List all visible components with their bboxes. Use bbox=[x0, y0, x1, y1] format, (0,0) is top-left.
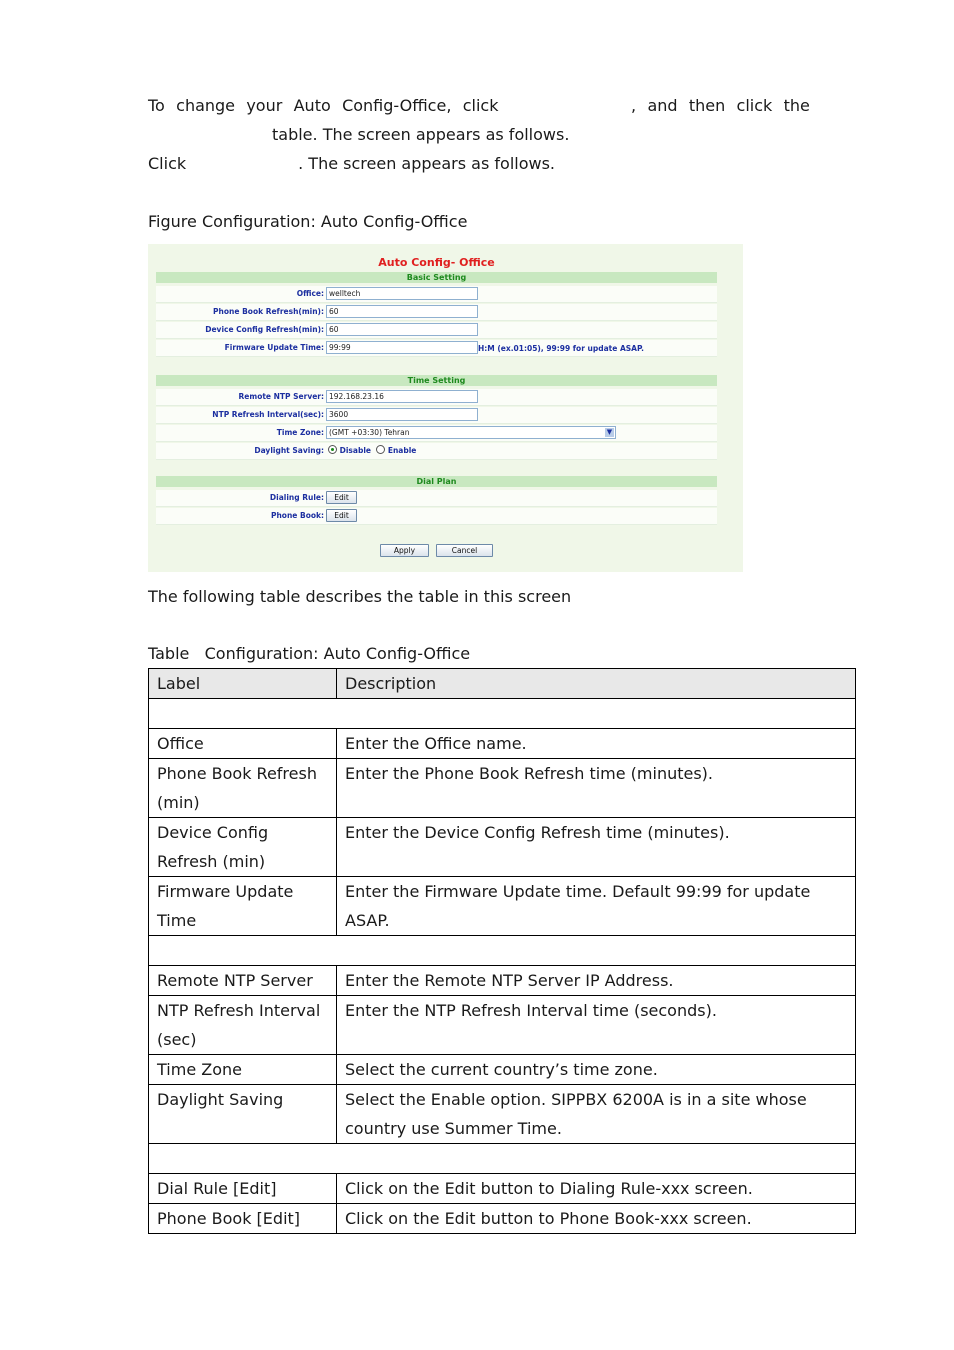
row-label: Office bbox=[149, 729, 337, 759]
word: Auto bbox=[293, 96, 331, 115]
row-label: Firmware Update Time bbox=[149, 877, 337, 936]
word: . The screen appears as follows. bbox=[298, 154, 556, 173]
dialing-rule-row bbox=[156, 490, 717, 507]
row-label: Remote NTP Server bbox=[149, 966, 337, 996]
figure-caption: Figure Configuration: Auto Config-Office bbox=[148, 212, 468, 231]
table-row bbox=[149, 729, 856, 759]
phone-book-label: Phone Book: bbox=[270, 511, 324, 520]
row-description: Enter the Device Config Refresh time (minutes). bbox=[337, 818, 856, 877]
header-description: Description bbox=[337, 669, 856, 699]
word: and bbox=[647, 96, 678, 115]
row-description: Click on the Edit button to Phone Book-xxx screen. bbox=[337, 1204, 856, 1234]
word: Click bbox=[148, 154, 187, 173]
ntp-refresh-interval-input[interactable]: 3600 bbox=[326, 408, 478, 421]
row-label: Phone Book [Edit] bbox=[149, 1204, 337, 1234]
intro-line-3 bbox=[148, 149, 810, 178]
intro-line-1 bbox=[148, 91, 810, 120]
dialing-rule-edit-button[interactable]: Edit bbox=[326, 491, 357, 504]
intro-line-2: table. The screen appears as follows. bbox=[272, 125, 570, 144]
ntp-refresh-interval-label: NTP Refresh Interval(sec): bbox=[212, 410, 324, 419]
table-row bbox=[149, 877, 856, 936]
remote-ntp-server-row bbox=[156, 389, 717, 406]
disable-radio[interactable] bbox=[328, 445, 337, 454]
section-spacer-row bbox=[149, 936, 856, 966]
word: the bbox=[783, 96, 810, 115]
firmware-update-input[interactable]: 99:99 bbox=[326, 341, 478, 354]
ntp-refresh-interval-row bbox=[156, 407, 717, 424]
row-description: Click on the Edit button to Dialing Rule-xxx screen. bbox=[337, 1174, 856, 1204]
table-caption: Table Configuration: Auto Config-Office bbox=[148, 644, 471, 663]
row-description: Enter the Firmware Update time. Default 99:99 for update ASAP. bbox=[337, 877, 856, 936]
basic-setting-header: Basic Setting bbox=[156, 272, 717, 283]
time-zone-label: Time Zone: bbox=[276, 428, 324, 437]
firmware-update-row bbox=[156, 340, 717, 357]
table-row bbox=[149, 1055, 856, 1085]
row-label: Time Zone bbox=[149, 1055, 337, 1085]
table-intro-text: The following table describes the table in this screen bbox=[148, 587, 572, 606]
time-setting-header: Time Setting bbox=[156, 375, 717, 386]
word: click bbox=[462, 96, 499, 115]
phone-book-refresh-input[interactable]: 60 bbox=[326, 305, 478, 318]
table-row bbox=[149, 818, 856, 877]
dial-plan-header: Dial Plan bbox=[156, 476, 717, 487]
phone-book-edit-button[interactable]: Edit bbox=[326, 509, 357, 522]
time-zone-select[interactable] bbox=[326, 426, 616, 439]
chevron-down-icon[interactable]: ▼ bbox=[606, 428, 613, 436]
daylight-saving-label: Daylight Saving: bbox=[254, 446, 324, 455]
device-config-refresh-row bbox=[156, 322, 717, 339]
time-zone-value: (GMT +03:30) Tehran bbox=[329, 428, 410, 437]
row-description: Enter the Remote NTP Server IP Address. bbox=[337, 966, 856, 996]
table-row bbox=[149, 996, 856, 1055]
remote-ntp-server-label: Remote NTP Server: bbox=[238, 392, 324, 401]
row-label: Daylight Saving bbox=[149, 1085, 337, 1144]
blank-gap bbox=[510, 91, 620, 120]
row-description: Enter the Phone Book Refresh time (minutes). bbox=[337, 759, 856, 818]
cancel-button[interactable]: Cancel bbox=[436, 544, 493, 557]
daylight-saving-row bbox=[156, 443, 717, 460]
table-row bbox=[149, 1174, 856, 1204]
remote-ntp-server-input[interactable]: 192.168.23.16 bbox=[326, 390, 478, 403]
word: then bbox=[688, 96, 726, 115]
word: To bbox=[148, 96, 165, 115]
word: Config-Office, bbox=[342, 96, 452, 115]
row-label: NTP Refresh Interval (sec) bbox=[149, 996, 337, 1055]
section-spacer-row bbox=[149, 1144, 856, 1174]
row-label: Phone Book Refresh (min) bbox=[149, 759, 337, 818]
phone-book-row bbox=[156, 508, 717, 525]
enable-radio[interactable] bbox=[376, 445, 385, 454]
table-header-row bbox=[149, 669, 856, 699]
word: , bbox=[631, 96, 637, 115]
office-row bbox=[156, 286, 717, 303]
word: click bbox=[736, 96, 773, 115]
phone-book-refresh-label: Phone Book Refresh(min): bbox=[213, 307, 324, 316]
table-row bbox=[149, 1085, 856, 1144]
dialing-rule-label: Dialing Rule: bbox=[269, 493, 324, 502]
apply-button[interactable]: Apply bbox=[380, 544, 429, 557]
auto-config-office-screenshot bbox=[148, 244, 743, 572]
office-label: Office: bbox=[296, 289, 324, 298]
row-label: Dial Rule [Edit] bbox=[149, 1174, 337, 1204]
device-config-refresh-label: Device Config Refresh(min): bbox=[205, 325, 324, 334]
word: your bbox=[246, 96, 283, 115]
firmware-update-label: Firmware Update Time: bbox=[224, 343, 324, 352]
time-zone-row bbox=[156, 425, 717, 442]
table-row bbox=[149, 1204, 856, 1234]
row-description: Select the Enable option. SIPPBX 6200A is in a site whose country use Summer Time. bbox=[337, 1085, 856, 1144]
enable-radio-label: Enable bbox=[387, 446, 417, 455]
table-row bbox=[149, 759, 856, 818]
firmware-update-hint: H:M (ex.01:05), 99:99 for update ASAP. bbox=[478, 344, 644, 353]
description-table bbox=[148, 668, 856, 1234]
word: change bbox=[176, 96, 236, 115]
section-spacer-row bbox=[149, 699, 856, 729]
row-description: Enter the NTP Refresh Interval time (seconds). bbox=[337, 996, 856, 1055]
disable-radio-label: Disable bbox=[339, 446, 371, 455]
row-description: Select the current country’s time zone. bbox=[337, 1055, 856, 1085]
office-input[interactable]: welltech bbox=[326, 287, 478, 300]
screenshot-title: Auto Config- Office bbox=[378, 256, 495, 269]
daylight-saving-options bbox=[328, 445, 416, 455]
header-label: Label bbox=[149, 669, 337, 699]
phone-book-refresh-row bbox=[156, 304, 717, 321]
device-config-refresh-input[interactable]: 60 bbox=[326, 323, 478, 336]
table-row bbox=[149, 966, 856, 996]
row-label: Device Config Refresh (min) bbox=[149, 818, 337, 877]
row-description: Enter the Office name. bbox=[337, 729, 856, 759]
intro-paragraph bbox=[148, 91, 810, 178]
